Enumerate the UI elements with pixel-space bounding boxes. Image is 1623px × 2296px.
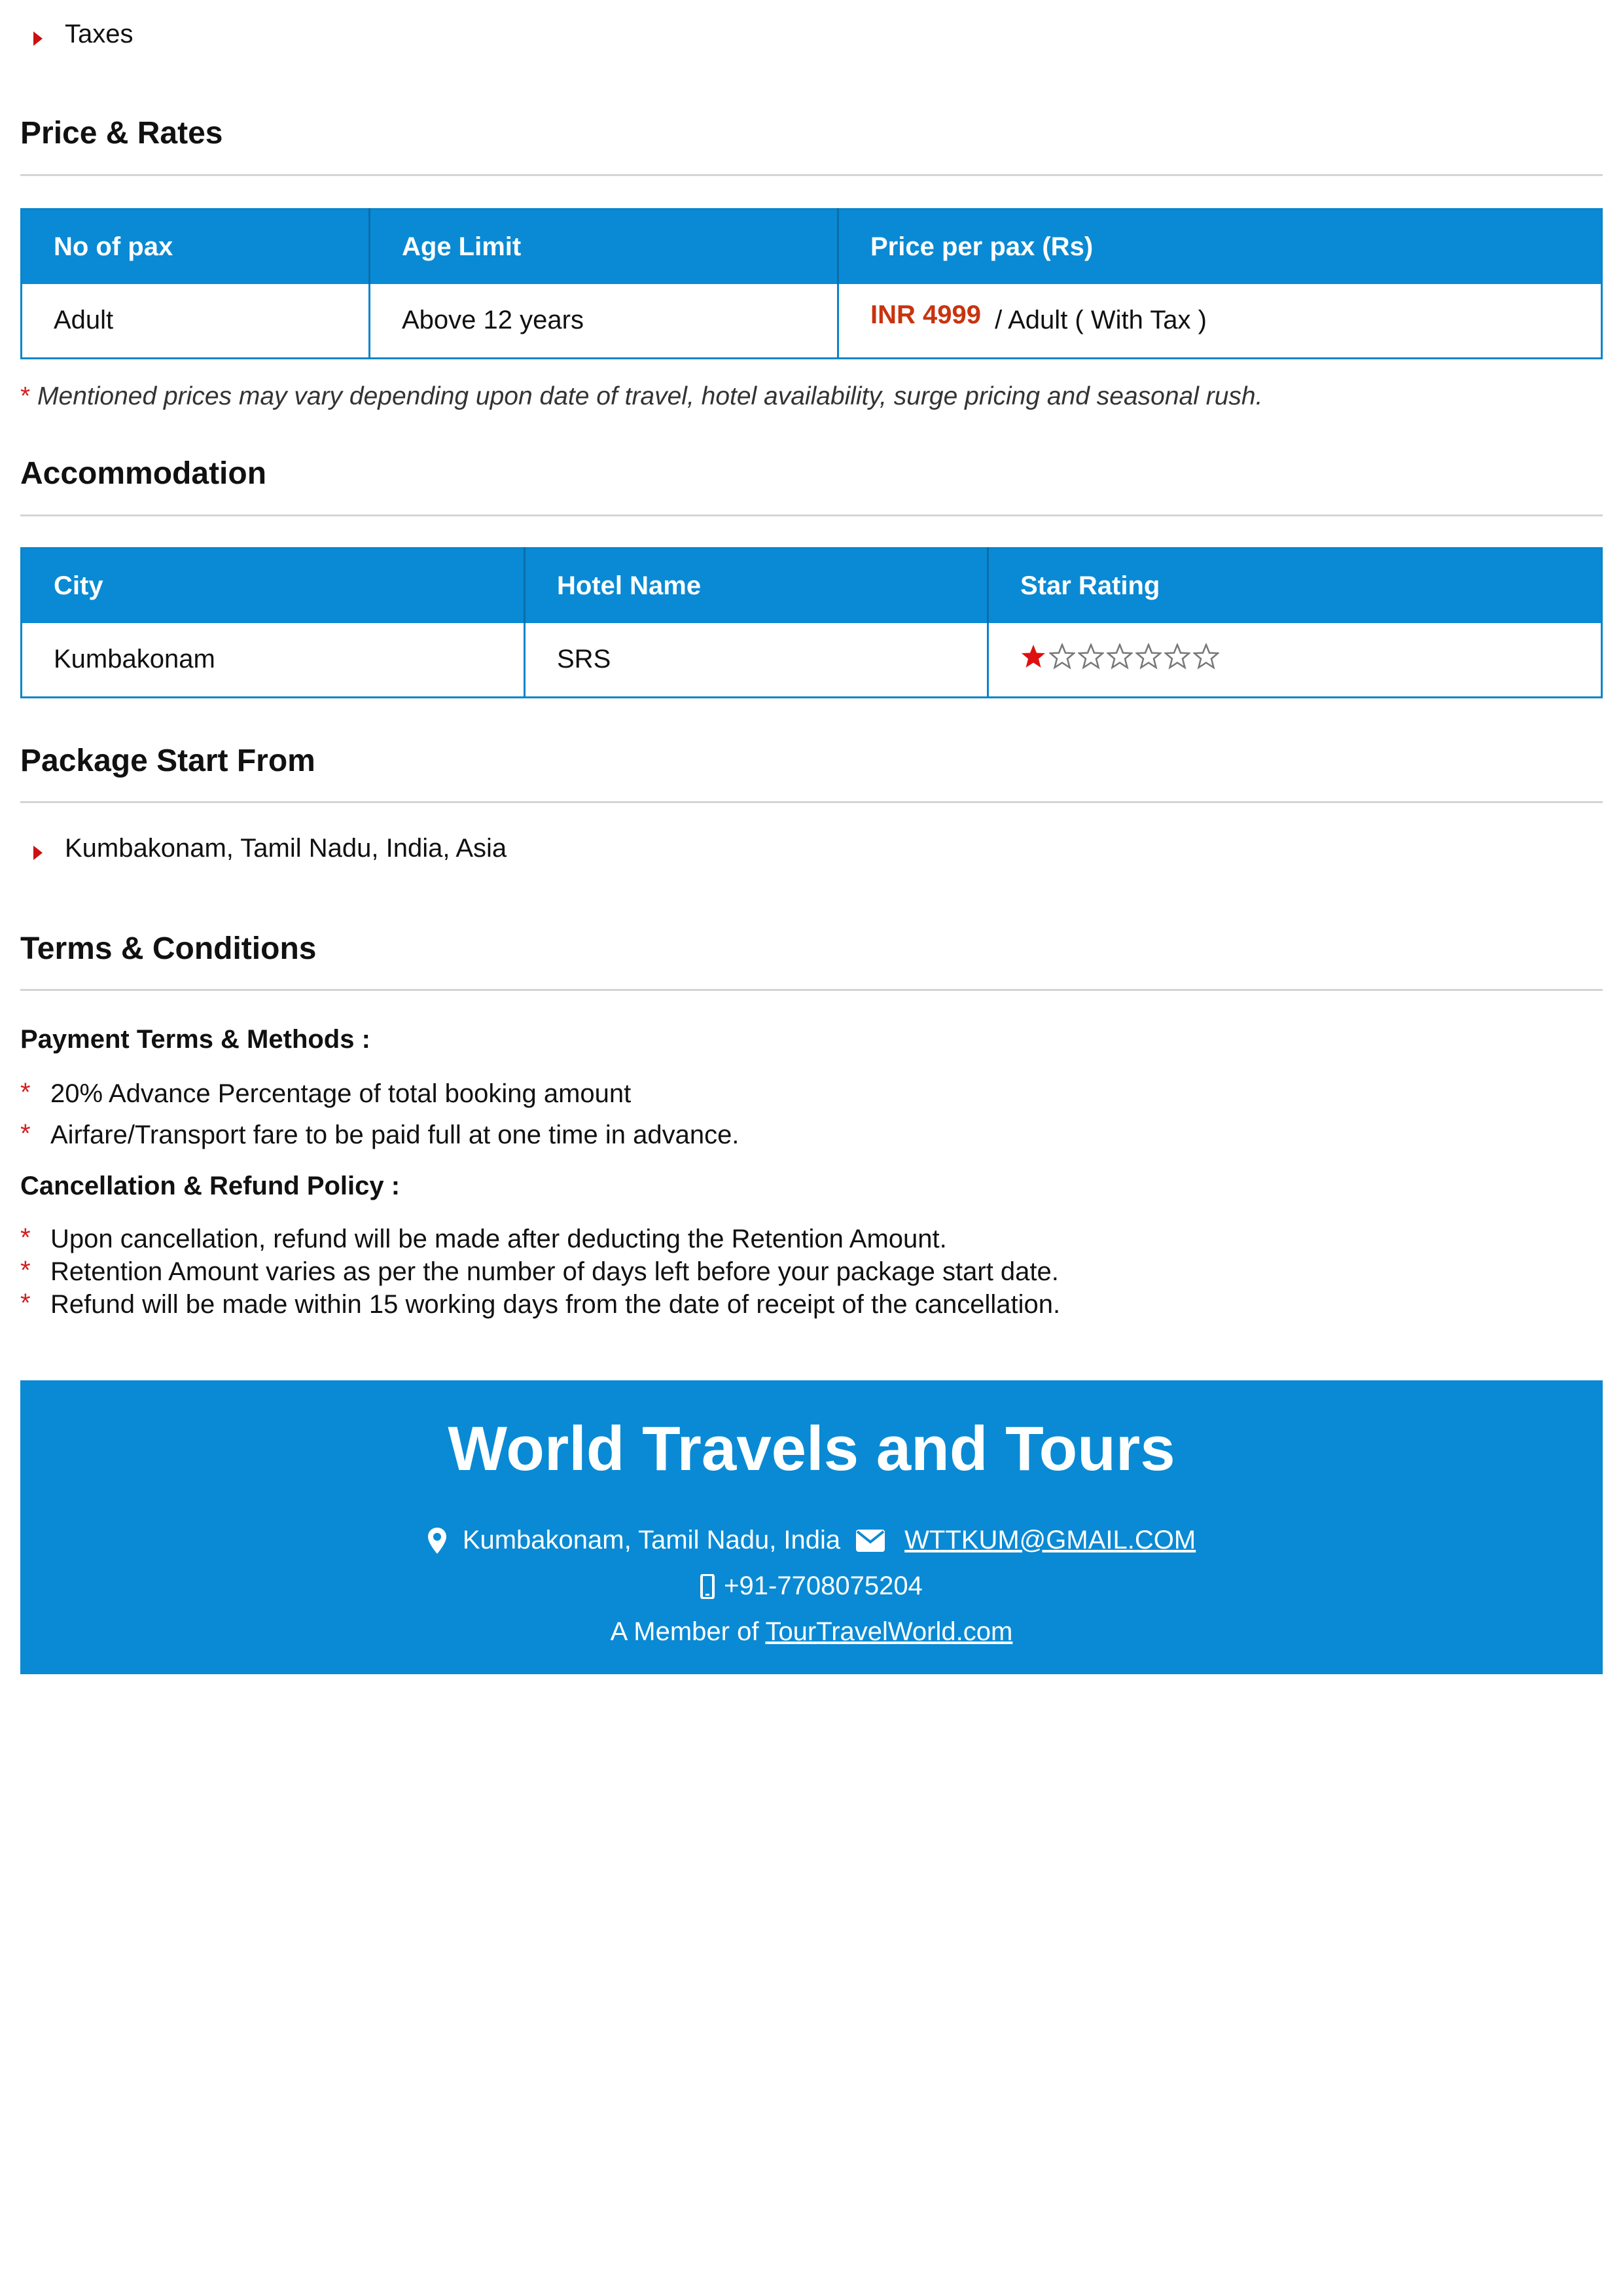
price-suffix: / Adult ( With Tax ) [995,306,1207,335]
star-rating-cell [988,623,1602,698]
company-name: World Travels and Tours [448,1414,1175,1484]
table-row [22,284,1602,359]
header-hotel-name: Hotel Name [525,548,988,623]
star-empty-icon [1049,643,1075,670]
city-cell: Kumbakonam [22,623,525,698]
contact-line [20,1526,1603,1555]
star-empty-icon [1135,643,1162,670]
cancellation-policy-title: Cancellation & Refund Policy : [20,1172,401,1200]
price-note-text: Mentioned prices may vary depending upon date of travel, hotel availability, surge pricing and seasonal rush. [37,382,1263,410]
package-start-location: Kumbakonam, Tamil Nadu, India, Asia [65,834,507,863]
package-start-title: Package Start From [20,744,315,778]
map-pin-icon [427,1528,447,1554]
company-footer [20,1380,1603,1674]
asterisk: * [20,382,31,410]
star-filled-icon [1020,643,1046,670]
payment-terms-list [20,1073,739,1156]
section-divider [20,174,1603,176]
member-site-link[interactable]: TourTravelWorld.com [765,1617,1013,1646]
list-item: * Upon cancellation, refund will be made after deducting the Retention Amount. [20,1223,947,1253]
price-rates-title: Price & Rates [20,116,223,151]
terms-title: Terms & Conditions [20,931,317,966]
list-item: * Refund will be made within 15 working days from the date of receipt of the cancellation. [20,1289,1061,1319]
hotel-cell: SRS [525,623,988,698]
mobile-phone-icon [700,1574,715,1599]
header-star-rating: Star Rating [988,548,1602,623]
cancellation-policy-list [20,1223,1060,1321]
footer-phone: +91-7708075204 [724,1571,923,1600]
inclusion-item-label: Taxes [65,20,134,48]
header-city: City [22,548,525,623]
footer-address: Kumbakonam, Tamil Nadu, India [462,1526,841,1554]
star-empty-icon [1193,643,1219,670]
section-divider [20,514,1603,516]
accommodation-title: Accommodation [20,456,267,491]
pax-cell: Adult [22,284,370,359]
bullet-triangle-icon [33,846,43,860]
bullet-triangle-icon [33,31,43,46]
header-price-per-pax: Price per pax (Rs) [838,209,1602,284]
payment-terms-title: Payment Terms & Methods : [20,1025,370,1054]
accommodation-table-header [22,548,1602,623]
phone-line [20,1571,1603,1601]
list-item: * Retention Amount varies as per the number of days left before your package start date. [20,1256,1059,1286]
member-prefix: A Member of [610,1617,759,1646]
section-divider [20,989,1603,991]
price-note [20,382,1262,411]
accommodation-table [20,547,1603,698]
table-row [22,623,1602,698]
price-cell [838,284,1602,359]
list-item: * 20% Advance Percentage of total booking amount [20,1078,632,1108]
star-empty-icon [1078,643,1104,670]
price-table-header [22,209,1602,284]
inclusion-item [20,20,134,49]
star-empty-icon [1164,643,1190,670]
member-line [20,1617,1603,1647]
envelope-icon [856,1530,885,1552]
section-divider [20,801,1603,803]
header-age-limit: Age Limit [370,209,838,284]
age-cell: Above 12 years [370,284,838,359]
package-start-item [20,834,507,863]
footer-email-link[interactable]: WTTKUM@GMAIL.COM [904,1526,1196,1554]
header-no-of-pax: No of pax [22,209,370,284]
star-rating [1020,643,1219,670]
star-empty-icon [1107,643,1133,670]
price-amount: INR 4999 [870,300,981,330]
price-table [20,208,1603,359]
list-item: * Airfare/Transport fare to be paid full at one time in advance. [20,1119,740,1149]
